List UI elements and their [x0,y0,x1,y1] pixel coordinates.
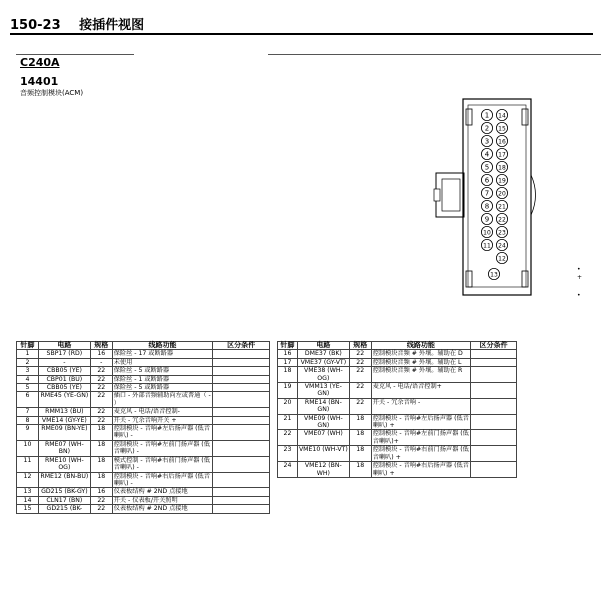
pin-cell: 12 [17,472,39,488]
gauge-cell: 22 [90,367,112,375]
pin-label: 1 [484,111,490,120]
circuit-cell: VME07 (WH) [297,430,349,446]
col-condition: 区分条件 [213,342,270,350]
page-title: 接插件视图 [79,18,145,33]
gauge-cell: 22 [90,384,112,392]
gauge-cell: 18 [90,472,112,488]
table-row [278,398,517,414]
gauge-cell: 22 [349,398,371,414]
circuit-cell: DME37 (BK) [297,350,349,358]
table-row [17,505,270,513]
pin-cell: 10 [17,440,39,456]
condition-cell [471,383,517,399]
condition-cell [213,408,270,416]
function-cell: 控制模块音频 # 外壤。辅助在 L [371,358,470,366]
condition-cell [471,430,517,446]
function-cell: 麦克风 - 电话/语音控制- [112,408,213,416]
circuit-cell: - [38,358,90,366]
table-row [17,408,270,416]
table-row [278,383,517,399]
pin-cell: 9 [17,425,39,441]
pin-label: 24 [498,242,506,250]
function-cell: 控制模块 - 音响#左后扬声器 (低音喇叭) - [112,425,213,441]
pin-cell: 6 [17,392,39,408]
pin-label: 20 [498,190,506,198]
condition-cell [213,472,270,488]
table-row [278,358,517,366]
page-number: 150-23 [10,18,61,33]
col-function: 线路功能 [371,342,470,350]
function-cell: 控制模块 - 音响#左前门扬声器 (低音喇叭)+ [372,430,469,445]
condition-cell [213,416,270,424]
pin-label: 5 [484,163,490,172]
section-rule-left [16,54,134,55]
condition-cell [213,440,270,456]
latch-top-right [522,109,528,125]
latch-bottom-left [466,271,472,287]
gauge-cell: 18 [349,430,371,446]
pin-table-right [277,341,517,478]
function-cell: 控制模块 - 音响#右前门扬声器 (低音喇叭) + [372,446,469,461]
condition-cell [471,462,517,478]
circuit-cell: SBP17 (RD) [38,350,90,358]
circuit-cell: VMM13 (YE-GN) [297,383,349,399]
pin-cell: 2 [17,358,39,366]
function-cell: 控制模块音频 # 外壤。辅助在 R [371,367,470,383]
gauge-cell: 18 [90,425,112,441]
condition-cell [213,488,270,496]
condition-cell [471,350,517,358]
circuit-cell: RME45 (YE-GN) [38,392,90,408]
function-cell: 模式控制 - 音响#右前门扬声器 (低音喇叭) - [112,456,213,472]
part-description: 音频控制模块(ACM) [20,89,84,97]
circuit-cell: CBB05 (YE) [38,367,90,375]
function-cell: 控制模块 - 音响#左后扬声器 (低音喇叭) + [372,414,469,430]
gauge-cell: 22 [90,375,112,383]
pin-label: 17 [498,151,506,159]
pin-cell: 18 [278,367,298,383]
pin-cell: 4 [17,375,39,383]
pin-label: 23 [498,229,506,237]
condition-cell [213,350,270,358]
function-cell: 仪表板结构 # 2ND 点接地 [112,488,213,496]
locking-tab-button [434,189,440,201]
col-pin: 针脚 [17,342,39,350]
circuit-cell: VME37 (GY-VT) [297,358,349,366]
pin-label: 9 [484,215,490,224]
pin-label: 7 [484,189,490,198]
col-gauge: 规格 [90,342,112,350]
gauge-cell: 22 [90,496,112,504]
function-cell: 控制模块 - 音响#右后扬声器 (低音喇叭) - [112,472,213,488]
pin-table-left [16,341,270,514]
condition-cell [471,414,517,430]
condition-cell [213,392,270,408]
connector-drawing [430,95,540,300]
pin-cell: 3 [17,367,39,375]
function-cell: 保险丝 - 17 或断路器 [112,350,213,358]
latch-top-left [466,109,472,125]
table-row [17,488,270,496]
condition-cell [213,375,270,383]
condition-cell [471,367,517,383]
pin-cell: 19 [278,383,298,399]
function-cell: 插口 - 外部音频辅助向左或普通（ - ） [112,392,213,408]
gauge-cell: 22 [349,358,371,366]
gauge-cell: 16 [90,350,112,358]
col-gauge: 规格 [349,342,371,350]
pin-label: 2 [484,124,490,133]
condition-cell [213,456,270,472]
gauge-cell: 22 [90,416,112,424]
pin-cell: 7 [17,408,39,416]
gauge-cell: 18 [349,462,371,478]
pin-label: 14 [498,112,506,120]
function-cell: 控制模块音频 # 外壤。辅助在 D [371,350,470,358]
table-row [17,367,270,375]
condition-cell [471,358,517,366]
pin-label: 22 [498,216,506,224]
function-cell: 保险丝 - 5 或断路器 [112,384,213,392]
pin-label: 10 [483,229,491,237]
condition-cell [471,398,517,414]
pin-cell: 20 [278,398,298,414]
col-circuit: 电路 [38,342,90,350]
col-pin: 针脚 [278,342,298,350]
condition-cell [213,367,270,375]
circuit-cell: RME14 (BN-GN) [297,398,349,414]
table-row [17,350,270,358]
table-row [278,430,517,446]
gauge-cell: 22 [349,350,371,358]
circuit-cell: RMM13 (BU) [38,408,90,416]
function-cell: 未使用 [112,358,213,366]
table-row [17,375,270,383]
gauge-cell: 18 [349,414,371,430]
function-cell: 保险丝 - 1 或断路器 [112,375,213,383]
pin-label: 18 [498,164,506,172]
function-cell: 保险丝 - 5 或断路器 [112,367,213,375]
pin-cell: 23 [278,446,298,462]
pin-label: 4 [484,150,490,159]
table-row [17,456,270,472]
locking-tab-inner [442,179,460,211]
pin-label: 8 [484,202,490,211]
header-rule [10,33,593,35]
col-condition: 区分条件 [471,342,517,350]
function-cell: 麦克风 - 电话/语音控制+ [371,383,470,399]
table-row [17,440,270,456]
keying-rib [531,175,536,215]
side-marks [577,266,582,300]
circuit-cell: VME09 (WH-GN) [297,414,349,430]
gauge-cell: 22 [349,383,371,399]
circuit-cell: VME38 (WH-OG) [297,367,349,383]
table-row [17,384,270,392]
circuit-cell: RME07 (WH-BN) [38,440,90,456]
side-mark: • [577,266,581,273]
pin-label: 13 [490,271,498,279]
circuit-cell: VME14 (GY-YE) [38,416,90,424]
pin-cell: 24 [278,462,298,478]
condition-cell [213,505,270,513]
pin-label: 21 [498,203,506,211]
part-number: 14401 [20,75,59,88]
table-row [17,496,270,504]
table-row [278,367,517,383]
condition-cell [471,446,517,462]
pin-label: 6 [484,176,490,185]
gauge-cell: - [90,358,112,366]
pin-cell: 5 [17,384,39,392]
condition-cell [213,384,270,392]
condition-cell [213,425,270,441]
circuit-cell: RME12 (BN-BU) [38,472,90,488]
latch-bottom-right [522,271,528,287]
pin-cell: 8 [17,416,39,424]
table-row [17,358,270,366]
condition-cell [213,496,270,504]
gauge-cell: 22 [90,392,112,408]
pin-cell: 21 [278,414,298,430]
gauge-cell: 18 [349,446,371,462]
gauge-cell: 18 [90,440,112,456]
pin-cell: 13 [17,488,39,496]
function-cell: 控制模块 - 音响#右后扬声器 (低音喇叭) + [372,462,469,477]
function-cell: 控制模块 - 音响#左前门扬声器 (低音喇叭) - [112,440,213,456]
section-rule-right [268,54,601,55]
table-row [17,472,270,488]
table-row [278,350,517,358]
pin-label: 12 [498,255,506,263]
circuit-cell: GD215 (BK- [38,505,90,513]
gauge-cell: 22 [90,408,112,416]
table-row [278,414,517,430]
circuit-cell: CBB05 (YE) [38,384,90,392]
gauge-cell: 18 [90,456,112,472]
function-cell: 开关 - 冗余音响开关 + [112,416,213,424]
connector-id: C240A [20,56,60,69]
pin-cell: 1 [17,350,39,358]
table-row [278,462,517,478]
pin-cell: 15 [17,505,39,513]
circuit-cell: VME10 (WH-VT) [297,446,349,462]
col-function: 线路功能 [112,342,213,350]
gauge-cell: 22 [90,505,112,513]
table-row [278,446,517,462]
function-cell: 开关 - 仪表板/开关照明 [112,496,213,504]
circuit-cell: GD215 (BK-GY) [38,488,90,496]
circuit-cell: CBP01 (BU) [38,375,90,383]
circuit-cell: RME10 (WH-OG) [38,456,90,472]
pin-label: 3 [484,137,490,146]
table-row [17,416,270,424]
pin-label: 19 [498,177,506,185]
table-row [17,425,270,441]
gauge-cell: 22 [349,367,371,383]
gauge-cell: 16 [90,488,112,496]
pin-cell: 22 [278,430,298,446]
pin-cell: 11 [17,456,39,472]
page-header [10,14,158,33]
circuit-cell: CLN17 (BN) [38,496,90,504]
pin-cell: 16 [278,350,298,358]
function-cell: 仪表板结构 # 2ND 点接地 [112,505,213,513]
condition-cell [213,358,270,366]
side-mark: • [577,292,581,299]
pin-label: 11 [483,242,491,250]
col-circuit: 电路 [297,342,349,350]
side-mark: + [577,274,583,281]
pin-cell: 17 [278,358,298,366]
circuit-cell: RME09 (BN-YE) [38,425,90,441]
function-cell: 开关 - 冗余音响 - [371,398,470,414]
table-row [17,392,270,408]
pin-cell: 14 [17,496,39,504]
pin-label: 16 [498,138,506,146]
circuit-cell: VME12 (BN-WH) [297,462,349,478]
pin-label: 15 [498,125,506,133]
